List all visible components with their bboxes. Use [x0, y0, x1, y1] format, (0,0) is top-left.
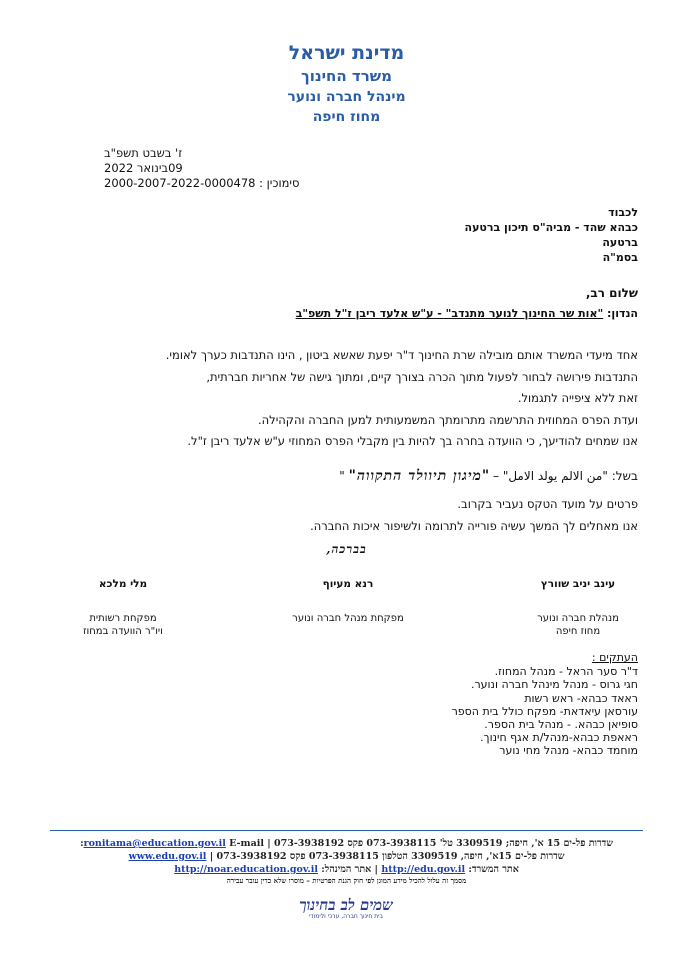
district-name: מחוז חיפה: [312, 109, 381, 125]
footer-admin-label: | אתר המינהל:: [321, 864, 378, 875]
body-paragraph: אנו מאחלים לך המשך עשיה פורייה לתרומה ולשיפור איכות החברה.: [310, 518, 638, 533]
date-block: [104, 146, 299, 191]
ministry-name: משרד החינוך: [301, 67, 392, 85]
quote-dash: " –: [493, 469, 509, 483]
cc-item: סופיאן כבהא. - מנהל בית הספר.: [484, 718, 638, 732]
footer-admin-link[interactable]: http://noar.education.gov.il: [174, 864, 318, 875]
quote-prefix: בשל: ": [602, 469, 638, 483]
recipient-to: לכבוד: [608, 206, 638, 219]
administration-name: מינהל חברה ונוער: [287, 89, 406, 105]
cc-list: [452, 651, 638, 758]
body-paragraph: אנו שמחים להודיעך, כי הוועדה בחרה בך להיות בין מקבלי הפרס המחוזי ע"ש אלעד ריבן ז"ל.: [187, 434, 638, 448]
reference-number: סימוכין : 2000-2007-2022-0000478: [104, 176, 300, 190]
subject-text: "אות שר החינוך לנוער מתנדב" - ע"ש אלעד ריבן ז"ל תשפ"ב: [295, 307, 604, 320]
body-paragraph: זאת ללא ציפייה לתגמול.: [517, 391, 638, 405]
footer-line: [50, 850, 643, 863]
recipient-blessing: בסמ"ה: [602, 251, 638, 264]
cc-item: ראאד כבהא- ראש רשות: [524, 691, 638, 705]
recipient-name: כבהא שהד - מביה"ס תיכון ברטעה: [464, 221, 638, 234]
program-logo: [296, 896, 396, 936]
quote-arabic: من الالم يولد الامل: [508, 469, 603, 483]
signatory-role: מפקחת רשותית: [89, 613, 157, 624]
signatory-role: מחוז חיפה: [555, 626, 601, 637]
cc-item: ד"ר סער הראל - מנהל המחוז.: [494, 665, 638, 679]
signatory: [513, 578, 643, 638]
footer-site-link[interactable]: www.edu.gov.il: [128, 851, 207, 862]
state-name: מדינת ישראל: [288, 42, 405, 64]
quote-suffix: ": [339, 469, 349, 483]
cc-item: מוחמד כבהא- מנהל מחי נוער: [499, 744, 638, 758]
body-paragraph: התנדבות פירושה לבחור לפעול מתוך הכרה בצורך קיים, ומתוך גישה של אחריות חברתית,: [206, 369, 638, 384]
footer-ministry-link[interactable]: http://edu.gov.il: [381, 864, 466, 875]
recipient-block: [465, 205, 638, 265]
cc-title: העתקים :: [591, 651, 638, 664]
signatory-name: עינב יניב שוורץ: [540, 578, 616, 590]
body-paragraph: ועדת הפרס המחוזית התרשמה מתרומתך המשמעותית למען החברה והקהילה.: [258, 412, 638, 427]
hebrew-date: ז' בשבט תשפ"ב: [104, 146, 183, 160]
greeting: שלום רב,: [585, 286, 638, 300]
subject-line: [296, 307, 638, 320]
footer: [50, 837, 643, 886]
footer-email-link[interactable]: ronitama@education.gov.il: [83, 838, 226, 849]
signatory: [273, 578, 423, 625]
footer-address: שדרות פל-ים 15 א', חיפה; 3309519 טל' 073-3938115 פקס 073-3938192 |: [267, 838, 613, 849]
footer-address: שדרות פל-ים 15א', חיפה, 3309519 הטלפון 073-3938115 פקס 073-3938192 |: [209, 851, 565, 862]
subject-label: הנדון:: [607, 307, 638, 320]
signatory-name: מלי מלכא: [98, 578, 148, 590]
signatory-role: מפקחת מנהל חברה ונוער: [292, 613, 404, 624]
body-paragraph: אחד מיעדי המשרד אותם מובילה שרת החינוך ד"ר יפעת שאשא ביטון , הינו התנדבות כערך לאומי.: [165, 348, 638, 362]
recipient-place: ברטעה: [602, 236, 638, 249]
privacy-notice: מסמך זה עלול להכיל מידע המוגן לפי חוק הגנת הפרטיות – מוסרו שלא כדין עובר עבירה: [226, 876, 467, 885]
footer-line: [50, 863, 643, 876]
letterhead: [0, 40, 693, 127]
signatory-name: רנא מעיוף: [322, 578, 374, 590]
signatory-role: ויו"ר הוועדה במחוז: [83, 626, 163, 637]
award-quote: [78, 468, 638, 485]
footer-divider: [50, 830, 643, 831]
footer-line: [50, 837, 643, 850]
logo-text: שמים לב בחינוך: [299, 896, 393, 914]
signatory: [58, 578, 188, 638]
cc-item: חגי גרוס - מנהל מינהל חברה ונוער.: [470, 678, 638, 692]
body-paragraph: פרטים על מועד הטקס נעביר בקרוב.: [457, 497, 638, 511]
cc-item: ראאפת כבהא-מנהל/ת אגף חינוך.: [480, 731, 638, 745]
footer-ministry-label: אתר המשרד:: [468, 864, 519, 875]
logo-subtitle: בית חינוך חברה, ערכי ולימודי: [309, 913, 383, 920]
quote-handwritten: "מיגון תיוולד התקווה": [348, 468, 490, 484]
letter-body: [78, 345, 638, 453]
closing-paragraphs: [310, 494, 638, 537]
cc-item: עורסאן עיאדאת- מפקח כולל בית הספר: [451, 704, 638, 718]
signatory-role: מנהלת חברה ונוער: [537, 613, 619, 624]
closing-regards: בברכה,: [326, 542, 367, 556]
gregorian-date: 09בינואר 2022: [104, 161, 183, 175]
footer-email-label: E-mail:: [80, 838, 264, 849]
